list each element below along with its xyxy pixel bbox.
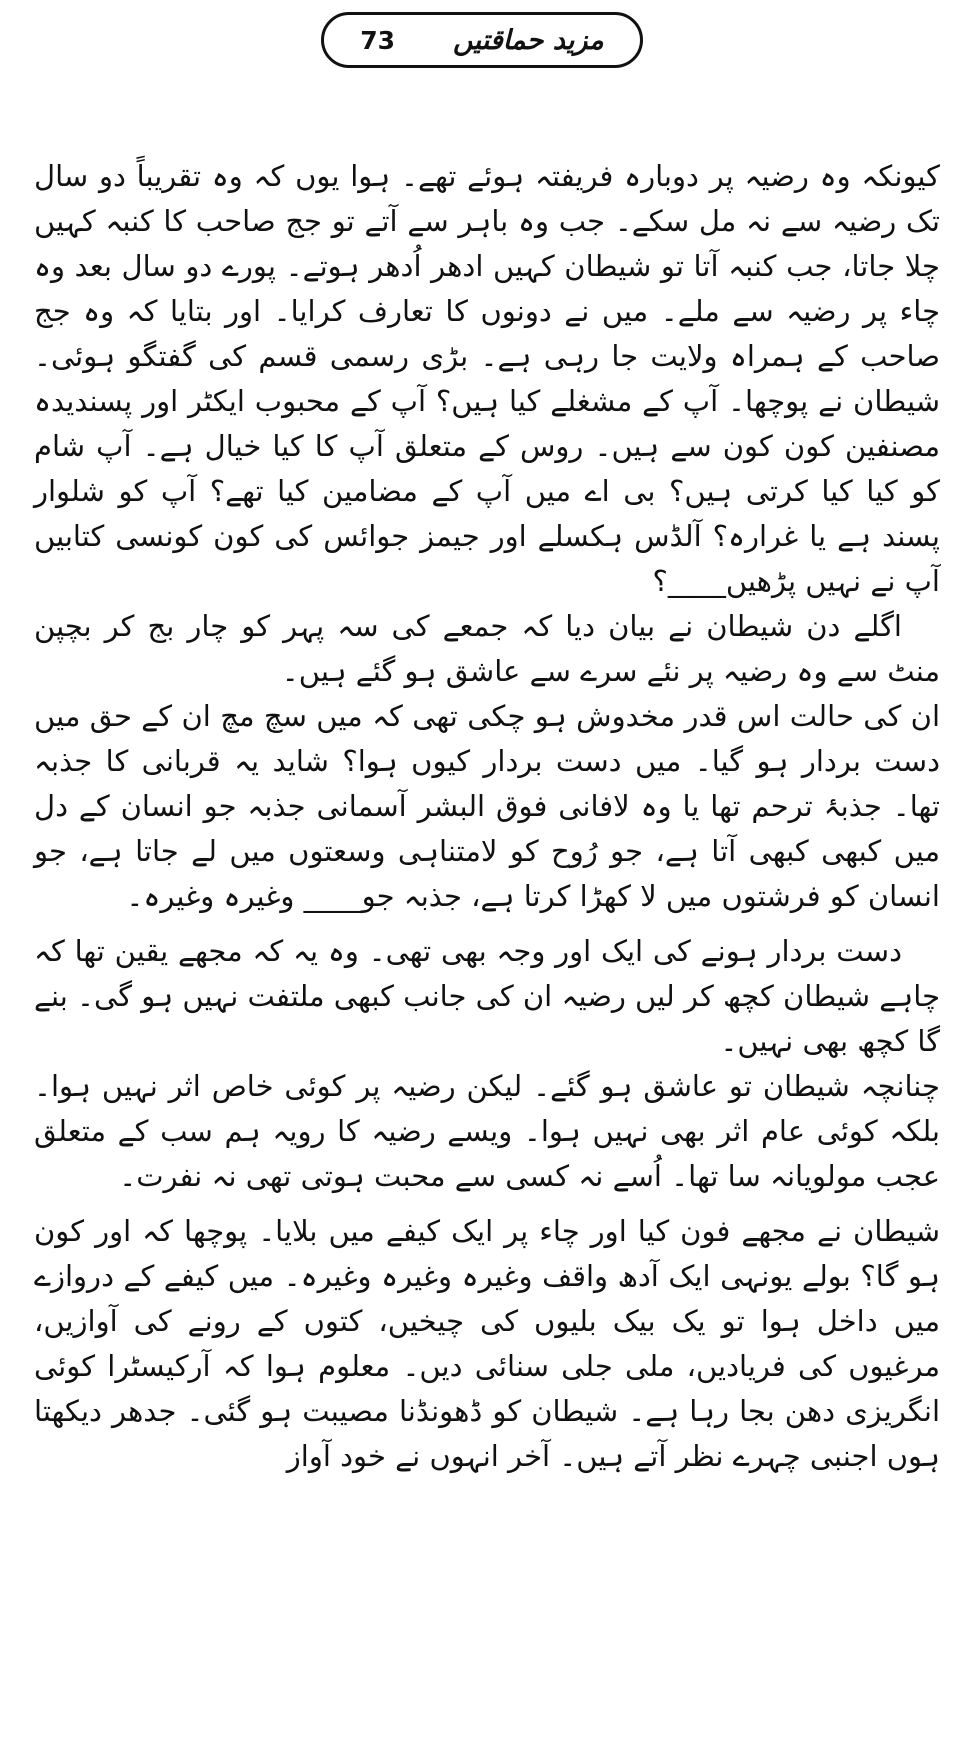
paragraph: اگلے دن شیطان نے بیان دیا کہ جمعے کی سہ پہر کو چار بج کر بچپن منٹ سے وہ رضیہ پر نئے سرے سے عاشق ہو گئے ہیں۔ — [34, 609, 940, 688]
paragraph: شیطان نے مجھے فون کیا اور چاء پر ایک کیفے میں بلایا۔ پوچھا کہ اور کون ہو گا؟ بولے یونہی ایک آدھ واقف وغیرہ وغیرہ وغیرہ۔ میں کیفے کے دروازے میں داخل ہوا تو یک بیک بلیوں کی چیخیں، کتوں کے رونے کی آوازیں، مرغیوں کی فریادیں، ملی جلی سنائی دیں۔ معلوم ہوا کہ آرکیسٹرا کوئی انگریزی دھن بجا رہا ہے۔ شیطان کو ڈھونڈنا مصیبت ہو گئی۔ جدھر دیکھتا ہوں اجنبی چہرے نظر آتے ہیں۔ آخر انہوں نے خود آواز — [34, 1214, 940, 1473]
book-title: مزید حماقتیں — [453, 24, 604, 56]
paragraph: کیونکہ وہ رضیہ پر دوبارہ فریفتہ ہوئے تھے۔ ہوا یوں کہ وہ تقریباً دو سال تک رضیہ سے نہ مل سکے۔ جب وہ باہر سے آتے تو جج صاحب کا کنبہ کہیں چلا جاتا، جب کنبہ آتا تو شیطان کہیں ادھر اُدھر ہوتے۔ پورے دو سال بعد وہ چاء پر رضیہ سے ملے۔ میں نے دونوں کا تعارف کرایا۔ اور بتایا کہ وہ جج صاحب کے ہمراہ ولایت جا رہی ہے۔ بڑی رسمی قسم کی گفتگو ہوئی۔ شیطان نے پوچھا۔ آپ کے مشغلے کیا ہیں؟ آپ کے محبوب ایکٹر اور پسندیدہ مصنفین کون کون سے ہیں۔ روس کے متعلق آپ کا کیا خیال ہے۔ آپ شام کو کیا کیا کرتی ہیں؟ بی اے میں آپ کے مضامین کیا تھے؟ آپ کو شلوار پسند ہے یا غرارہ؟ آلڈس ہکسلے اور جیمز جوائس کی کون کونسی کتابیں آپ نے نہیں پڑھیں____؟ — [34, 159, 940, 598]
paragraph: دست بردار ہونے کی ایک اور وجہ بھی تھی۔ وہ یہ کہ مجھے یقین تھا کہ چاہے شیطان کچھ کر لیں رضیہ ان کی جانب کبھی ملتفت نہیں ہو گی۔ بنے گا کچھ بھی نہیں۔ — [34, 934, 940, 1058]
page-number: 73 — [360, 25, 396, 55]
body-text — [34, 154, 940, 1479]
paragraph: ان کی حالت اس قدر مخدوش ہو چکی تھی کہ میں سچ مچ ان کے حق میں دست بردار ہو گیا۔ میں دست بردار کیوں ہوا؟ شاید یہ قربانی کا جذبہ تھا۔ جذبۂ ترحم تھا یا وہ لافانی فوق البشر آسمانی جذبہ جو انسان کے دل میں کبھی کبھی آتا ہے، جو رُوح کو لامتناہی وسعتوں میں لے جاتا ہے، جو انسان کو فرشتوں میں لا کھڑا کرتا ہے، جذبہ جو____ وغیرہ وغیرہ۔ — [34, 699, 940, 913]
page-header — [321, 12, 643, 68]
paragraph: چنانچہ شیطان تو عاشق ہو گئے۔ لیکن رضیہ پر کوئی خاص اثر نہیں ہوا۔ بلکہ کوئی عام اثر بھی نہیں ہوا۔ ویسے رضیہ کا رویہ ہم سب کے متعلق عجب مولویانہ سا تھا۔ اُسے نہ کسی سے محبت ہوتی تھی نہ نفرت۔ — [34, 1069, 940, 1193]
